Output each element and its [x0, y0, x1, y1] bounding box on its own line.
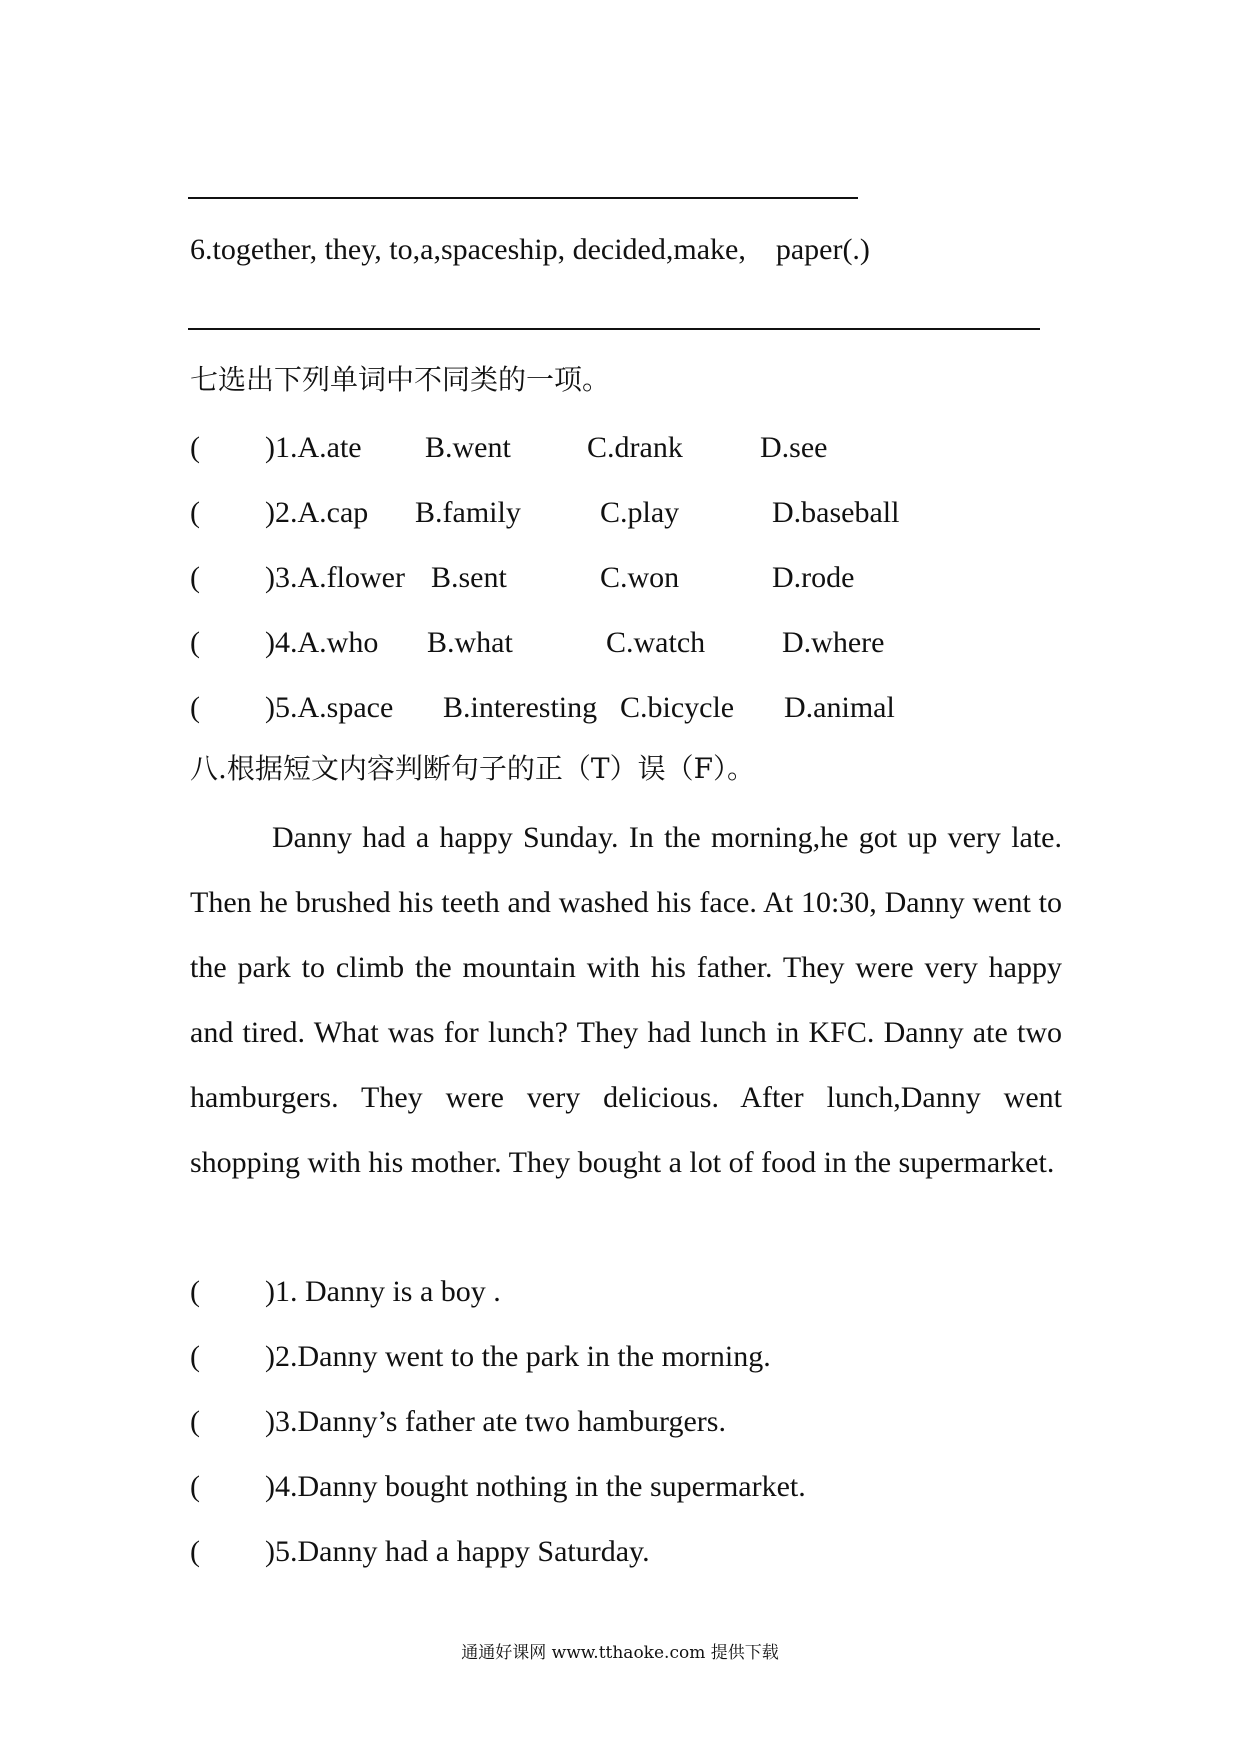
answer-paren: ( [190, 1340, 200, 1373]
answer-paren: ( [190, 691, 200, 724]
answer-paren: ( [190, 1405, 200, 1438]
answer-paren: ( [190, 1275, 200, 1308]
item-a: )4.A.who [265, 626, 379, 659]
item-a: )2.A.cap [265, 496, 369, 529]
item-a: )5.A.space [265, 691, 394, 724]
answer-paren: ( [190, 496, 200, 529]
answer-line-6 [188, 328, 1040, 330]
item-c: C.play [600, 496, 680, 529]
item-b: B.went [425, 431, 511, 464]
item-c: C.drank [587, 431, 683, 464]
statement: )1. Danny is a boy . [265, 1275, 501, 1308]
page-footer: 通通好课网 www.tthaoke.com 提供下载 [461, 1643, 779, 1663]
section-8-title: 八.根据短文内容判断句子的正（T）误（F）。 [190, 752, 756, 785]
passage-text: Danny had a happy Sunday. In the morning,he got up very late. Then he brushed his teeth and washed his face. At 10:30, Danny went to the park to climb the mountain with his father. They were very happy and tired. What was for lunch? They had lunch in KFC. Danny ate two hamburgers. They were very delicious. After lunch,Danny went shopping with his mother. They bought a lot of food in the supermarket. [190, 821, 1062, 1179]
item-c: C.won [600, 561, 680, 594]
answer-paren: ( [190, 431, 200, 464]
item-b: B.family [415, 496, 521, 529]
item-d: D.see [760, 431, 828, 464]
statement: )3.Danny’s father ate two hamburgers. [265, 1405, 726, 1438]
item-b: B.what [427, 626, 513, 659]
item-a: )3.A.flower [265, 561, 405, 594]
question-6: 6.together, they, to,a,spaceship, decided,make, paper(.) [190, 233, 870, 266]
section-7-title: 七选出下列单词中不同类的一项。 [190, 363, 611, 396]
statement: )5.Danny had a happy Saturday. [265, 1535, 650, 1568]
answer-paren: ( [190, 561, 200, 594]
item-d: D.rode [772, 561, 855, 594]
statement: )2.Danny went to the park in the morning. [265, 1340, 771, 1373]
answer-paren: ( [190, 1470, 200, 1503]
answer-paren: ( [190, 1535, 200, 1568]
item-b: B.interesting [443, 691, 598, 724]
answer-line-5 [188, 197, 858, 199]
item-d: D.baseball [772, 496, 900, 529]
reading-passage [190, 805, 1062, 1195]
answer-paren: ( [190, 626, 200, 659]
item-c: C.watch [606, 626, 706, 659]
item-a: )1.A.ate [265, 431, 362, 464]
item-b: B.sent [431, 561, 507, 594]
item-d: D.where [782, 626, 885, 659]
item-d: D.animal [784, 691, 895, 724]
statement: )4.Danny bought nothing in the supermarket. [265, 1470, 806, 1503]
item-c: C.bicycle [620, 691, 735, 724]
